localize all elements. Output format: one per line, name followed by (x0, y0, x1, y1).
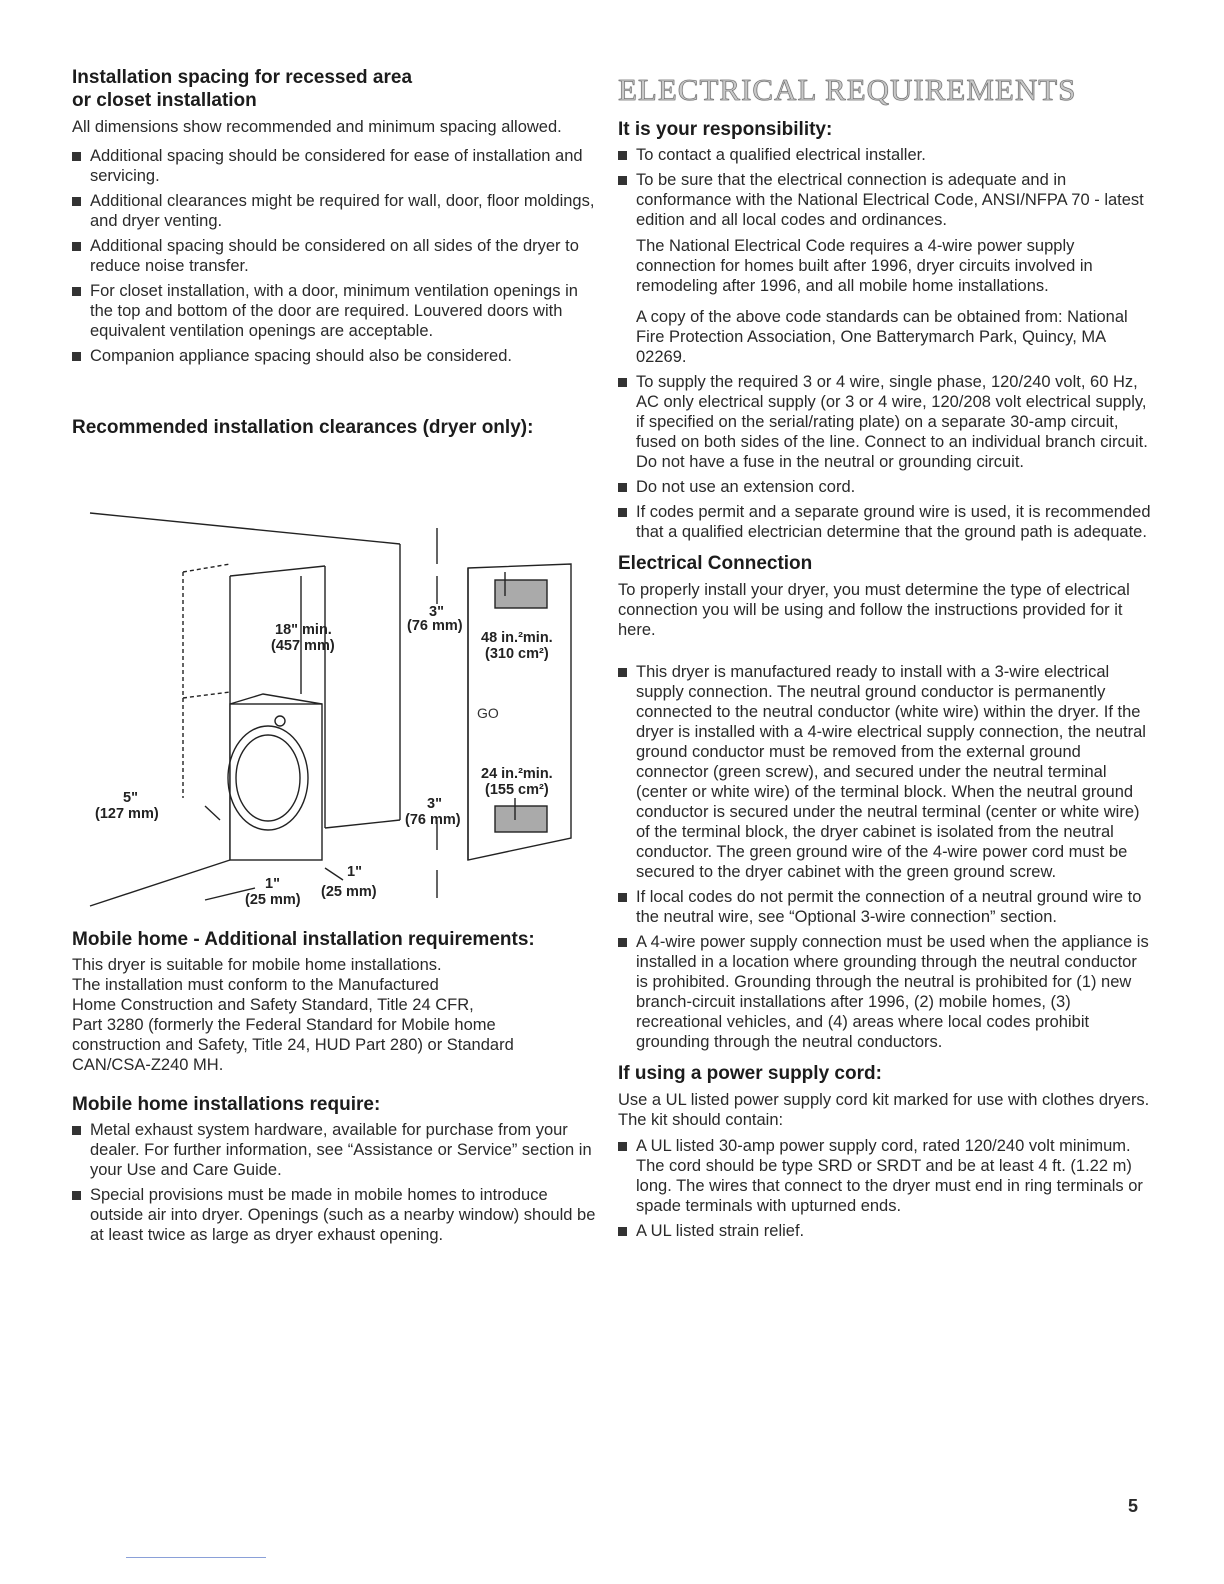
mobile-body (72, 955, 602, 1075)
right-column (618, 66, 1152, 1246)
cord-intro: Use a UL listed power supply cord kit marked for use with clothes dryers. The kit should contain: (618, 1091, 1150, 1129)
nec-paragraph: The National Electrical Code requires a 4-wire power supply connection for homes built after 1996, dryer circuits involved in remodeling after 1996, and all mobile home installations. (636, 237, 1093, 295)
list-item: Metal exhaust system hardware, available for purchase from your dealer. For further information, see “Assistance or Service” section in your Use and Care Guide. (72, 1120, 602, 1180)
spacing-intro: All dimensions show recommended and minimum spacing allowed. (72, 118, 562, 136)
dim-1-left-mm-label: (25 mm) (245, 892, 301, 908)
list-item: A UL listed strain relief. (618, 1221, 1152, 1241)
list-item: To be sure that the electrical connection is adequate and in conformance with the National Electrical Code, ANSI/NFPA 70 - latest edition and all local codes and ordinances. (618, 170, 1152, 230)
footer-divider (126, 1557, 266, 1558)
mobile-line: This dryer is suitable for mobile home installations. (72, 956, 442, 974)
vent-top-cm-label: (310 cm²) (485, 646, 549, 662)
cord-title: If using a power supply cord: (618, 1063, 882, 1084)
list-item: A 4-wire power supply connection must be used when the appliance is installed in a location where grounding through the neutral conductor is prohibited. Grounding through the neutral is prohibited for (1) new branch-circuit installations after 1996, (2) mobile homes, (3) recreational vehicles, and (4) areas where local codes prohibit grounding through the neutral conductors. (618, 932, 1152, 1052)
responsibility-title: It is your responsibility: (618, 119, 833, 140)
list-item: A UL listed 30-amp power supply cord, rated 120/240 volt minimum. The cord should be type SRD or SRDT and be at least 4 ft. (1.22 m) long. The wires that connect to the dryer must end in ring terminals or spade terminals with upturned ends. (618, 1136, 1152, 1216)
supply-bullets (618, 372, 1152, 542)
dim-1-left-label: 1" (265, 876, 280, 892)
list-item: Special provisions must be made in mobile homes to introduce outside air into dryer. Openings (such as a nearby window) should be at least twice as large as dryer exhaust opening. (72, 1185, 602, 1245)
mobile-title: Mobile home - Additional installation requirements: (72, 929, 535, 950)
list-item: Additional clearances might be required for wall, door, floor moldings, and dryer venting. (72, 191, 602, 231)
mobile-line: Home Construction and Safety Standard, Title 24 CFR, (72, 996, 474, 1014)
clearances-title: Recommended installation clearances (dryer only): (72, 417, 534, 438)
dim-1-right-mm-label: (25 mm) (321, 884, 377, 900)
mobile-line: CAN/CSA-Z240 MH. (72, 1056, 224, 1074)
vent-bot-label: 24 in.²min. (481, 766, 553, 782)
list-item: This dryer is manufactured ready to install with a 3-wire electrical supply connection. The neutral ground conductor is permanently connected to the neutral conductor (white wire) within the dryer. If the dryer is installed with a 4-wire electrical supply connection, the neutral ground conductor must be removed from the external ground connector (green screw), and secured under the neutral terminal (center or white wire) of the terminal block. When the neutral ground conductor is secured under the neutral terminal (center or white wire) of the terminal block, the dryer cabinet is isolated from the neutral conductor. The green ground wire of the 4-wire power cord must be secured to the dryer cabinet with the green ground screw. (618, 662, 1152, 882)
code-copy-paragraph: A copy of the above code standards can be obtained from: National Fire Protection Association, One Batterymarch Park, Quincy, MA 02269. (636, 308, 1128, 366)
svg-text:GO: GO (477, 705, 499, 721)
clearance-diagram (85, 508, 585, 918)
dim-18-label: 18" min. (275, 622, 332, 638)
connection-intro: To properly install your dryer, you must determine the type of electrical connection you will be using and follow the instructions provided for it here. (618, 581, 1130, 639)
mobile-line: The installation must conform to the Manufactured (72, 976, 439, 994)
mobile-line: construction and Safety, Title 24, HUD Part 280) or Standard (72, 1036, 514, 1054)
door-bot-3-label: 3" (427, 796, 442, 812)
list-item: To supply the required 3 or 4 wire, single phase, 120/240 volt, 60 Hz, AC only electrical supply (or 3 or 4 wire, 120/208 volt electrical supply, if specified on the serial/rating plate) on a separate 30-amp circuit, fused on both sides of the line. Connect to an individual branch circuit. Do not have a fuse in the neutral or grounding circuit. (618, 372, 1152, 472)
door-top-3-mm-label: (76 mm) (407, 618, 463, 634)
connection-title: Electrical Connection (618, 553, 813, 574)
mobile-require-bullets (72, 1120, 602, 1245)
cord-bullets (618, 1136, 1152, 1241)
connection-bullets (618, 662, 1152, 1052)
spacing-title-line1: Installation spacing for recessed area (72, 67, 413, 88)
dim-1-right-label: 1" (347, 864, 362, 880)
mobile-section (72, 928, 602, 1250)
mobile-line: Part 3280 (formerly the Federal Standard for Mobile home (72, 1016, 496, 1034)
vent-top-label: 48 in.²min. (481, 630, 553, 646)
mobile-require-title: Mobile home installations require: (72, 1094, 381, 1115)
dim-18-mm-label: (457 mm) (271, 638, 335, 654)
door-bot-3-mm-label: (76 mm) (405, 812, 461, 828)
list-item: Additional spacing should be considered on all sides of the dryer to reduce noise transfer. (72, 236, 602, 276)
spacing-bullets (72, 146, 602, 366)
page-number: 5 (1128, 1496, 1139, 1516)
list-item: For closet installation, with a door, minimum ventilation openings in the top and bottom of the door are required. Louvered doors with equivalent ventilation openings are acceptable. (72, 281, 602, 341)
electrical-title: ELECTRICAL REQUIREMENTS (618, 72, 1077, 107)
list-item: Additional spacing should be considered for ease of installation and servicing. (72, 146, 602, 186)
list-item: Companion appliance spacing should also be considered. (72, 346, 602, 366)
list-item: To contact a qualified electrical installer. (618, 145, 1152, 165)
list-item: Do not use an extension cord. (618, 477, 1152, 497)
responsibility-bullets (618, 145, 1152, 230)
dim-5-mm-label: (127 mm) (95, 806, 159, 822)
list-item: If local codes do not permit the connection of a neutral ground wire to the neutral wire, see “Optional 3-wire connection” section. (618, 887, 1152, 927)
list-item: If codes permit and a separate ground wire is used, it is recommended that a qualified electrician determine that the ground path is adequate. (618, 502, 1152, 542)
door-top-3-label: 3" (429, 604, 444, 620)
spacing-title (72, 66, 602, 112)
vent-bot-cm-label: (155 cm²) (485, 782, 549, 798)
spacing-title-line2: or closet installation (72, 90, 257, 111)
left-column (72, 66, 602, 439)
dim-5-label: 5" (123, 790, 138, 806)
